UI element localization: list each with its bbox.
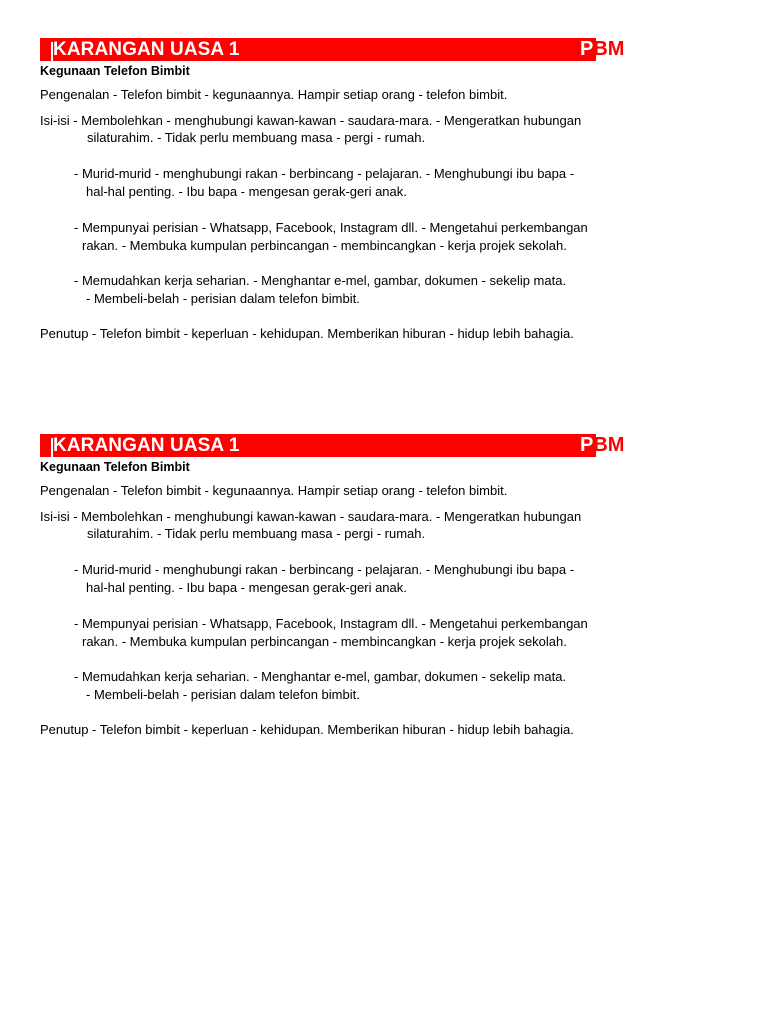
essay-title: KARANGAN UASA 1 [53, 435, 240, 456]
pengenalan-text: Pengenalan - Telefon bimbit - kegunaannya. Hampir setiap orang - telefon bimbit. [40, 87, 508, 102]
isi-1-line-1: Isi-isi - Membolehkan - menghubungi kawan-kawan - saudara-mara. - Mengeratkan hubungan [40, 509, 582, 524]
pbm-logo: PBM [580, 434, 625, 456]
isi-2-line-2: hal-hal penting. - Ibu bapa - mengesan gerak-geri anak. [86, 184, 407, 199]
isi-1-line-1: Isi-isi - Membolehkan - menghubungi kawan-kawan - saudara-mara. - Mengeratkan hubungan [40, 113, 582, 128]
isi-1-line-2: silaturahim. - Tidak perlu membuang masa - pergi - rumah. [87, 526, 426, 541]
pbm-logo: PBM [580, 38, 625, 60]
isi-4-line-2: - Membeli-belah - perisian dalam telefon bimbit. [86, 687, 360, 702]
isi-1-line-2: silaturahim. - Tidak perlu membuang masa - pergi - rumah. [87, 130, 426, 145]
essay-title: KARANGAN UASA 1 [53, 39, 240, 60]
isi-4-line-1: - Memudahkan kerja seharian. - Menghantar e-mel, gambar, dokumen - sekelip mata. [74, 669, 567, 684]
isi-3-line-2: rakan. - Membuka kumpulan perbincangan - membincangkan - kerja projek sekolah. [82, 238, 567, 253]
isi-2-line-1: - Murid-murid - menghubungi rakan - berbincang - pelajaran. - Menghubungi ibu bapa - [74, 166, 575, 181]
isi-3-line-1: - Mempunyai perisian - Whatsapp, Facebook, Instagram dll. - Mengetahui perkembangan [74, 220, 588, 235]
penutup-text: Penutup - Telefon bimbit - keperluan - kehidupan. Memberikan hiburan - hidup lebih bahagia. [40, 326, 574, 341]
essay-subtitle: Kegunaan Telefon Bimbit [40, 64, 190, 78]
essay-subtitle: Kegunaan Telefon Bimbit [40, 460, 190, 474]
pengenalan-text: Pengenalan - Telefon bimbit - kegunaannya. Hampir setiap orang - telefon bimbit. [40, 483, 508, 498]
penutup-text: Penutup - Telefon bimbit - keperluan - kehidupan. Memberikan hiburan - hidup lebih bahagia. [40, 722, 574, 737]
isi-4-line-2: - Membeli-belah - perisian dalam telefon bimbit. [86, 291, 360, 306]
isi-3-line-2: rakan. - Membuka kumpulan perbincangan - membincangkan - kerja projek sekolah. [82, 634, 567, 649]
isi-2-line-2: hal-hal penting. - Ibu bapa - mengesan gerak-geri anak. [86, 580, 407, 595]
isi-4-line-1: - Memudahkan kerja seharian. - Menghantar e-mel, gambar, dokumen - sekelip mata. [74, 273, 567, 288]
isi-3-line-1: - Mempunyai perisian - Whatsapp, Facebook, Instagram dll. - Mengetahui perkembangan [74, 616, 588, 631]
isi-2-line-1: - Murid-murid - menghubungi rakan - berbincang - pelajaran. - Menghubungi ibu bapa - [74, 562, 575, 577]
